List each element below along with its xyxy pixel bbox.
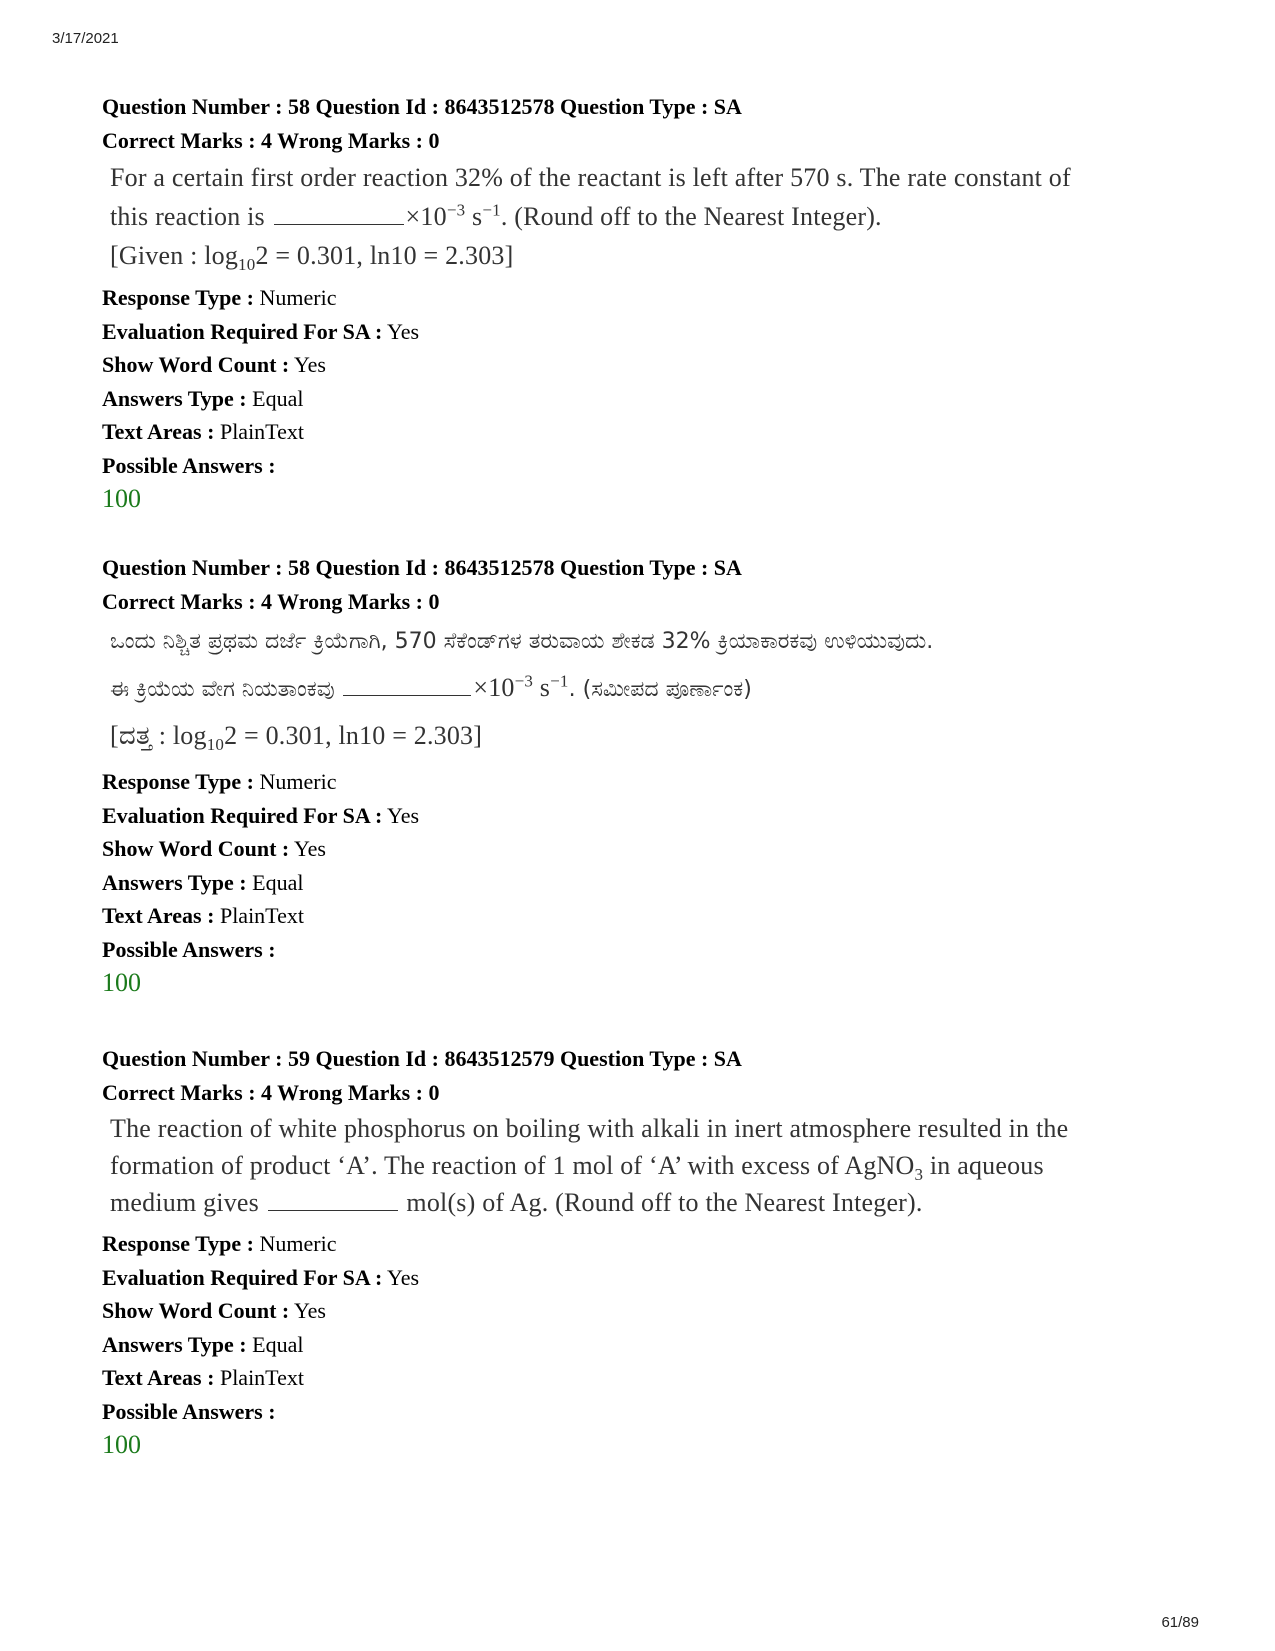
subscript: 10 bbox=[206, 735, 225, 755]
question-header bbox=[102, 551, 1192, 619]
value: Yes bbox=[293, 1298, 326, 1323]
question-text-line: The reaction of white phosphorus on boiling with alkali in inert atmosphere resulted in the bbox=[110, 1114, 1069, 1143]
text-fragment: this reaction is bbox=[110, 202, 265, 231]
answers-type-row bbox=[102, 866, 1192, 900]
value: Numeric bbox=[259, 769, 337, 794]
label: Show Word Count : bbox=[102, 1298, 290, 1323]
label: Evaluation Required For SA : bbox=[102, 318, 383, 344]
question-meta bbox=[102, 1227, 1192, 1428]
marks-line: Correct Marks : 4 Wrong Marks : 0 bbox=[102, 589, 440, 614]
text-fragment: [Given : log bbox=[110, 241, 239, 270]
value: Yes bbox=[387, 318, 420, 344]
text-areas-row bbox=[102, 899, 1192, 933]
answer-blank bbox=[343, 677, 471, 696]
subscript: 10 bbox=[238, 255, 256, 275]
text-fragment: 2 = 0.301, ln10 = 2.303] bbox=[224, 721, 483, 750]
superscript: −3 bbox=[514, 671, 534, 691]
answer-blank bbox=[268, 1192, 398, 1211]
label: Possible Answers : bbox=[102, 1398, 276, 1424]
word-count-row bbox=[102, 348, 1192, 382]
value: Equal bbox=[252, 1331, 304, 1357]
subscript: 3 bbox=[914, 1165, 924, 1185]
question-text-line bbox=[110, 1147, 1190, 1184]
superscript: −1 bbox=[550, 671, 569, 691]
question-text-line bbox=[110, 713, 1190, 759]
label: Response Type : bbox=[102, 285, 254, 310]
response-type-row bbox=[102, 765, 1192, 799]
value: PlainText bbox=[219, 419, 304, 444]
text-fragment: ×10 bbox=[473, 673, 515, 702]
response-type-row bbox=[102, 281, 1192, 315]
value: Yes bbox=[387, 1264, 420, 1290]
text-fragment: . (ಸಮೀಪದ ಪೂರ್ಣಾಂಕ) bbox=[568, 677, 752, 702]
possible-answer: 100 bbox=[102, 1430, 141, 1459]
value: PlainText bbox=[219, 903, 304, 928]
question-meta-line: Question Number : 58 Question Id : 8643512578 Question Type : SA bbox=[102, 555, 742, 580]
text-fragment: medium gives bbox=[110, 1188, 259, 1217]
question-text-line bbox=[110, 1184, 1190, 1221]
possible-answers-row bbox=[102, 449, 1192, 483]
text-fragment: s bbox=[465, 202, 483, 231]
text-fragment: in aqueous bbox=[923, 1151, 1044, 1180]
value: Yes bbox=[387, 802, 420, 828]
marks-line: Correct Marks : 4 Wrong Marks : 0 bbox=[102, 128, 440, 153]
question-header bbox=[102, 90, 1192, 158]
question-text-line bbox=[110, 665, 1190, 713]
text-fragment: ಈ ಕ್ರಿಯೆಯ ವೇಗ ನಿಯತಾಂಕವು bbox=[110, 677, 335, 702]
word-count-row bbox=[102, 832, 1192, 866]
text-areas-row bbox=[102, 1361, 1192, 1395]
text-fragment: mol(s) of Ag. (Round off to the Nearest Integer). bbox=[406, 1188, 923, 1217]
superscript: −1 bbox=[482, 200, 501, 220]
text-fragment: s bbox=[533, 673, 551, 702]
question-meta bbox=[102, 765, 1192, 966]
value: Numeric bbox=[259, 285, 337, 310]
question-text bbox=[110, 1110, 1190, 1221]
text-fragment: formation of product ‘A’. The reaction of 1 mol of ‘A’ with excess of AgNO bbox=[110, 1151, 915, 1180]
label: Response Type : bbox=[102, 769, 254, 794]
question-text bbox=[110, 158, 1190, 275]
question-text-line bbox=[110, 236, 1190, 275]
text-fragment: ×10 bbox=[405, 202, 447, 231]
question-meta bbox=[102, 281, 1192, 482]
evaluation-row bbox=[102, 1261, 1192, 1295]
value: Yes bbox=[293, 836, 326, 861]
possible-answer: 100 bbox=[102, 968, 141, 997]
question-block-3 bbox=[102, 1042, 1192, 1462]
question-block-1 bbox=[102, 90, 1192, 516]
answers-type-row bbox=[102, 1328, 1192, 1362]
value: PlainText bbox=[219, 1365, 304, 1390]
word-count-row bbox=[102, 1294, 1192, 1328]
text-fragment: 2 = 0.301, ln10 = 2.303] bbox=[255, 241, 514, 270]
question-text-line: For a certain first order reaction 32% of the reactant is left after 570 s. The rate constant of bbox=[110, 163, 1071, 192]
question-block-2 bbox=[102, 551, 1192, 1000]
value: Equal bbox=[252, 385, 304, 411]
print-date: 3/17/2021 bbox=[52, 30, 119, 47]
label: Evaluation Required For SA : bbox=[102, 1264, 383, 1290]
value: Equal bbox=[252, 869, 304, 895]
possible-answers-row bbox=[102, 1395, 1192, 1429]
label: Text Areas : bbox=[102, 1365, 215, 1390]
label: Possible Answers : bbox=[102, 452, 276, 478]
response-type-row bbox=[102, 1227, 1192, 1261]
text-fragment: [ದತ್ತ : log bbox=[110, 721, 207, 750]
answers-type-row bbox=[102, 382, 1192, 416]
answer-blank bbox=[274, 206, 404, 225]
question-meta-line: Question Number : 59 Question Id : 8643512579 Question Type : SA bbox=[102, 1046, 742, 1071]
superscript: −3 bbox=[446, 200, 466, 220]
evaluation-row bbox=[102, 799, 1192, 833]
value: Yes bbox=[293, 352, 326, 377]
label: Text Areas : bbox=[102, 419, 215, 444]
question-text bbox=[110, 619, 1190, 759]
label: Show Word Count : bbox=[102, 352, 290, 377]
question-meta-line: Question Number : 58 Question Id : 8643512578 Question Type : SA bbox=[102, 94, 742, 119]
question-text-line: ಒಂದು ನಿಶ್ಚಿತ ಪ್ರಥಮ ದರ್ಜೆ ಕ್ರಿಯೆಗಾಗಿ, 570 ಸೆಕೆಂಡ್‌ಗಳ ತರುವಾಯ ಶೇಕಡ 32% ಕ್ರಿಯಾಕಾರಕವು ಉಳಿಯುವುದು. bbox=[110, 629, 934, 654]
page-number: 61/89 bbox=[1161, 1614, 1199, 1631]
label: Response Type : bbox=[102, 1231, 254, 1256]
evaluation-row bbox=[102, 315, 1192, 349]
label: Text Areas : bbox=[102, 903, 215, 928]
text-areas-row bbox=[102, 415, 1192, 449]
label: Possible Answers : bbox=[102, 936, 276, 962]
label: Show Word Count : bbox=[102, 836, 290, 861]
text-fragment: . (Round off to the Nearest Integer). bbox=[500, 202, 882, 231]
possible-answers-row bbox=[102, 933, 1192, 967]
label: Answers Type : bbox=[102, 869, 247, 895]
label: Answers Type : bbox=[102, 1331, 247, 1357]
marks-line: Correct Marks : 4 Wrong Marks : 0 bbox=[102, 1080, 440, 1105]
label: Answers Type : bbox=[102, 385, 247, 411]
possible-answer: 100 bbox=[102, 484, 141, 513]
label: Evaluation Required For SA : bbox=[102, 802, 383, 828]
value: Numeric bbox=[259, 1231, 337, 1256]
question-header bbox=[102, 1042, 1192, 1110]
question-text-line bbox=[110, 197, 1190, 236]
